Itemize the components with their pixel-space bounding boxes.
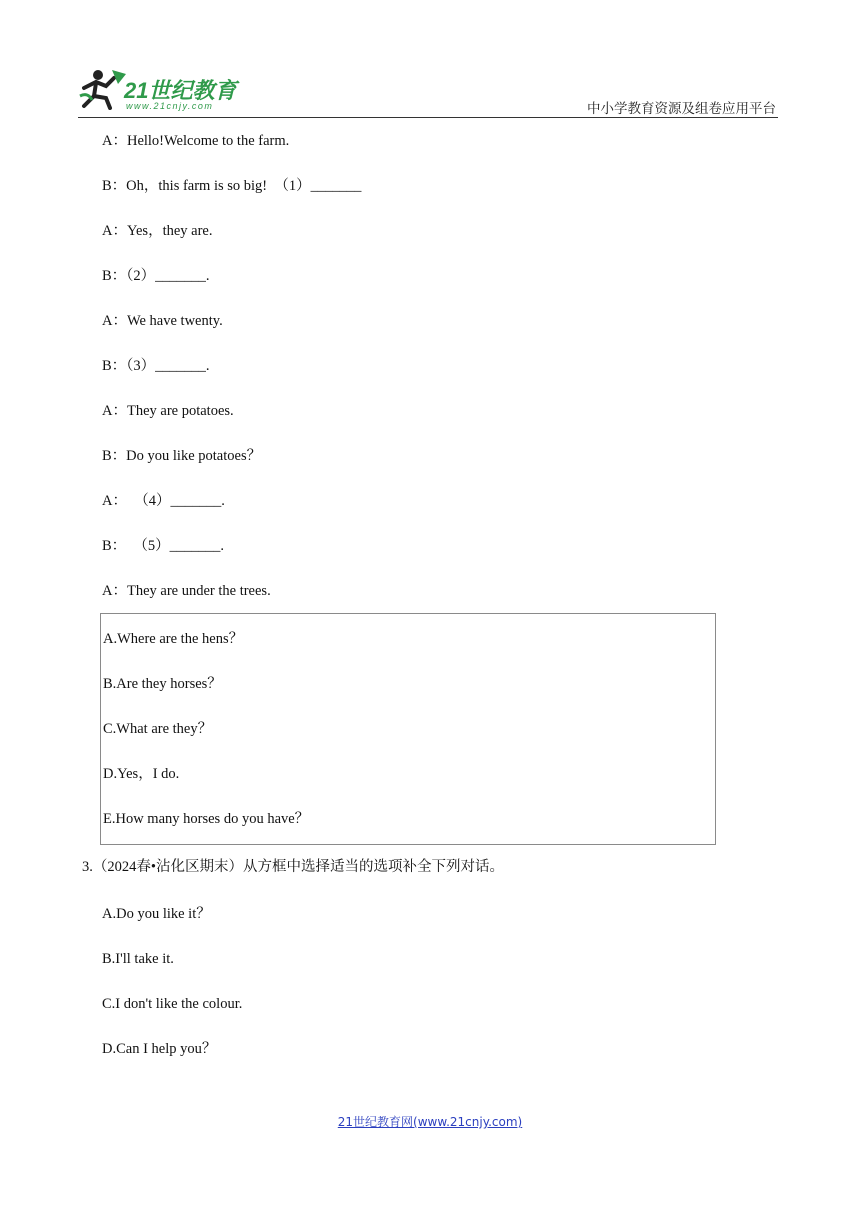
option-item: D.Yes，I do. [103,766,180,782]
question-3-title: 3.（2024春•沾化区期末）从方框中选择适当的选项补全下列对话。 [82,859,504,875]
dialogue-line: B：（2）_______. [102,268,210,284]
option-item: A.Where are the hens？ [103,631,244,647]
dialogue-line: B： （5）_______. [102,538,225,554]
platform-title: 中小学教育资源及组卷应用平台 [587,101,776,117]
dialogue-line: A：They are under the trees. [102,583,271,599]
page-header [78,66,778,120]
dialogue-line: A：They are potatoes. [102,403,234,419]
page-footer [0,1113,860,1131]
question-3-option: C.I don't like the colour. [102,996,243,1012]
dialogue-line: A：Yes，they are. [102,223,213,239]
dialogue-line: A：We have twenty. [102,313,223,329]
logo-text: 21世纪教育 [124,78,237,103]
logo [78,66,248,116]
option-item: B.Are they horses？ [103,676,222,692]
question-3-option: A.Do you like it？ [102,906,211,922]
logo-url: www.21cnjy.com [126,101,214,111]
question-3-option: D.Can I help you？ [102,1041,217,1057]
question-3-option: B.I'll take it. [102,951,174,967]
header-divider [78,117,778,118]
option-item: E.How many horses do you have？ [103,811,310,827]
dialogue-line: B：Oh，this farm is so big! （1）_______ [102,178,362,194]
footer-link[interactable]: 21世纪教育网(www.21cnjy.com) [337,1115,523,1129]
option-item: C.What are they？ [103,721,213,737]
dialogue-line: A：Hello!Welcome to the farm. [102,133,290,149]
options-box [100,613,716,845]
runner-logo-icon [78,66,128,110]
dialogue-line: B：（3）_______. [102,358,210,374]
dialogue-line: B：Do you like potatoes？ [102,448,262,464]
dialogue-line: A： （4）_______. [102,493,225,509]
